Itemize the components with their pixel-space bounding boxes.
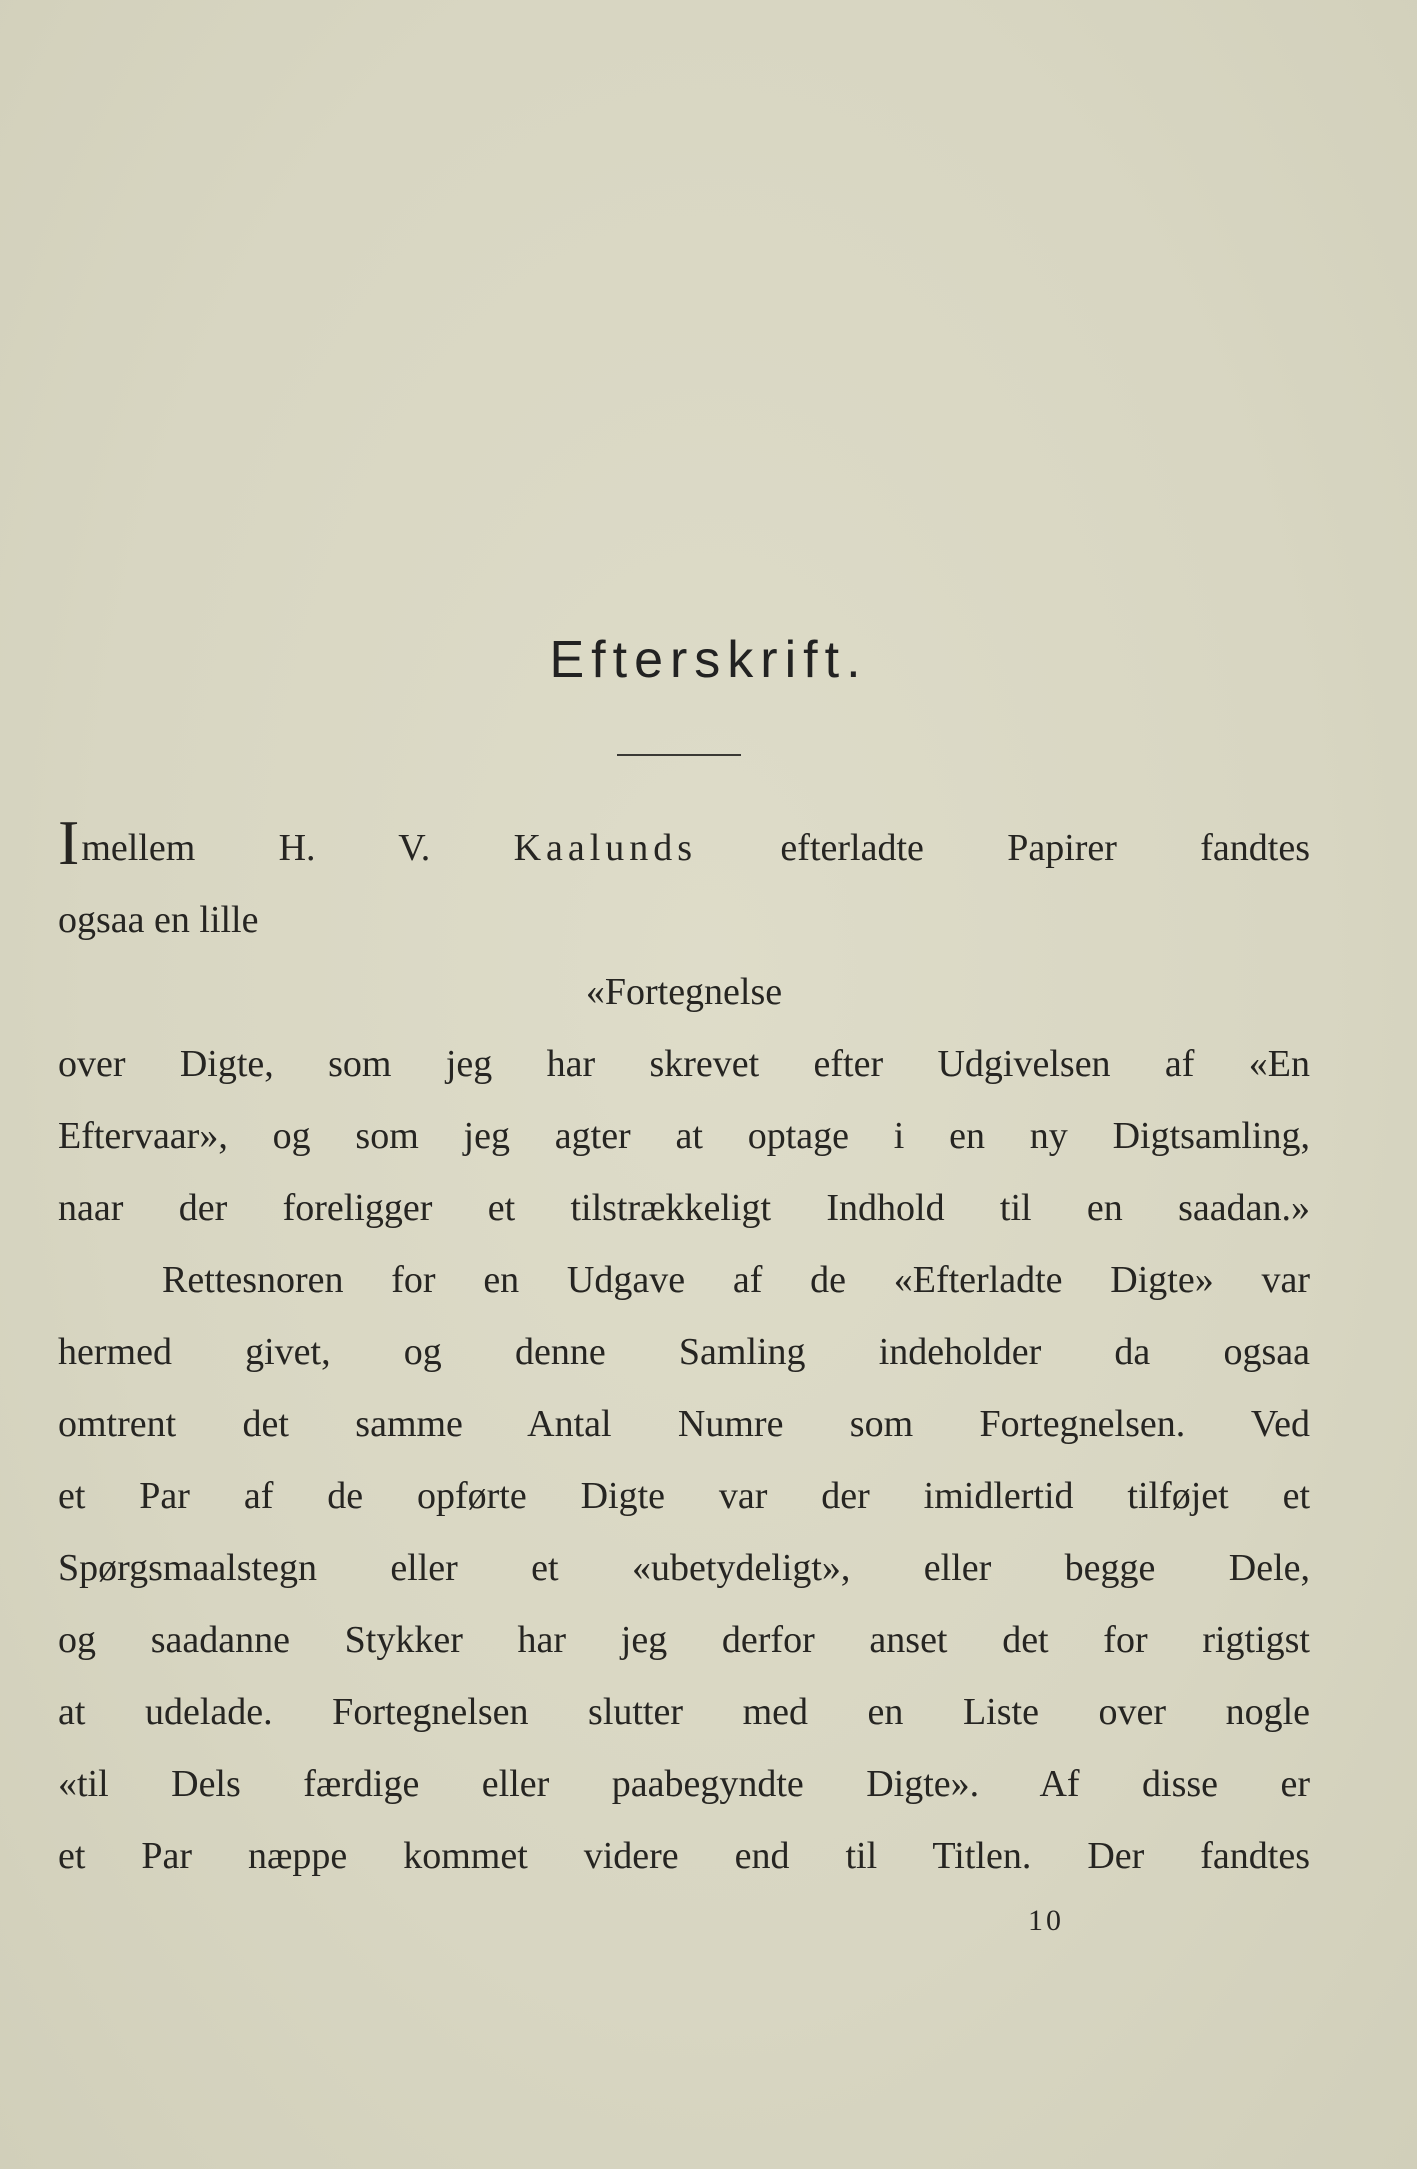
quote-line: over Digte, som jeg har skrevet efter Udgivelsen af «En	[58, 1043, 1310, 1085]
body-text	[58, 807, 1310, 1892]
text-line: et Par af de opførte Digte var der imidlertid tilføjet et	[58, 1475, 1310, 1517]
quote-heading: «Fortegnelse	[585, 971, 783, 1013]
title-divider	[617, 754, 741, 756]
page-title: Efterskrift.	[549, 631, 868, 689]
text-line: og saadanne Stykker har jeg derfor anset det for rigtigst	[58, 1619, 1310, 1661]
quote-line: Eftervaar», og som jeg agter at optage i en ny Digtsamling,	[58, 1115, 1310, 1157]
text-line: et Par næppe kommet videre end til Titlen. Der fandtes	[58, 1835, 1310, 1877]
spaced-name: Kaalunds	[513, 827, 698, 869]
quote-line: naar der foreligger et tilstrækkeligt Indhold til en saadan.»	[58, 1187, 1310, 1229]
page-number: 10	[1028, 1904, 1064, 1937]
text-fragment: efterladte Papirer fandtes	[697, 827, 1310, 869]
drop-cap: I	[58, 807, 80, 878]
text-fragment: mellem H. V.	[81, 827, 514, 869]
text-line: Rettesnoren for en Udgave af de «Efterladte Digte» var	[162, 1259, 1310, 1301]
text-line: «til Dels færdige eller paabegyndte Digte». Af disse er	[58, 1763, 1310, 1805]
text-line: Spørgsmaalstegn eller et «ubetydeligt», eller begge Dele,	[58, 1547, 1310, 1589]
text-line: ogsaa en lille	[58, 899, 259, 941]
text-line: omtrent det samme Antal Numre som Fortegnelsen. Ved	[58, 1403, 1310, 1445]
text-line: hermed givet, og denne Samling indeholder da ogsaa	[58, 1331, 1310, 1373]
text-line: at udelade. Fortegnelsen slutter med en Liste over nogle	[58, 1691, 1310, 1733]
text-line	[58, 807, 1310, 884]
